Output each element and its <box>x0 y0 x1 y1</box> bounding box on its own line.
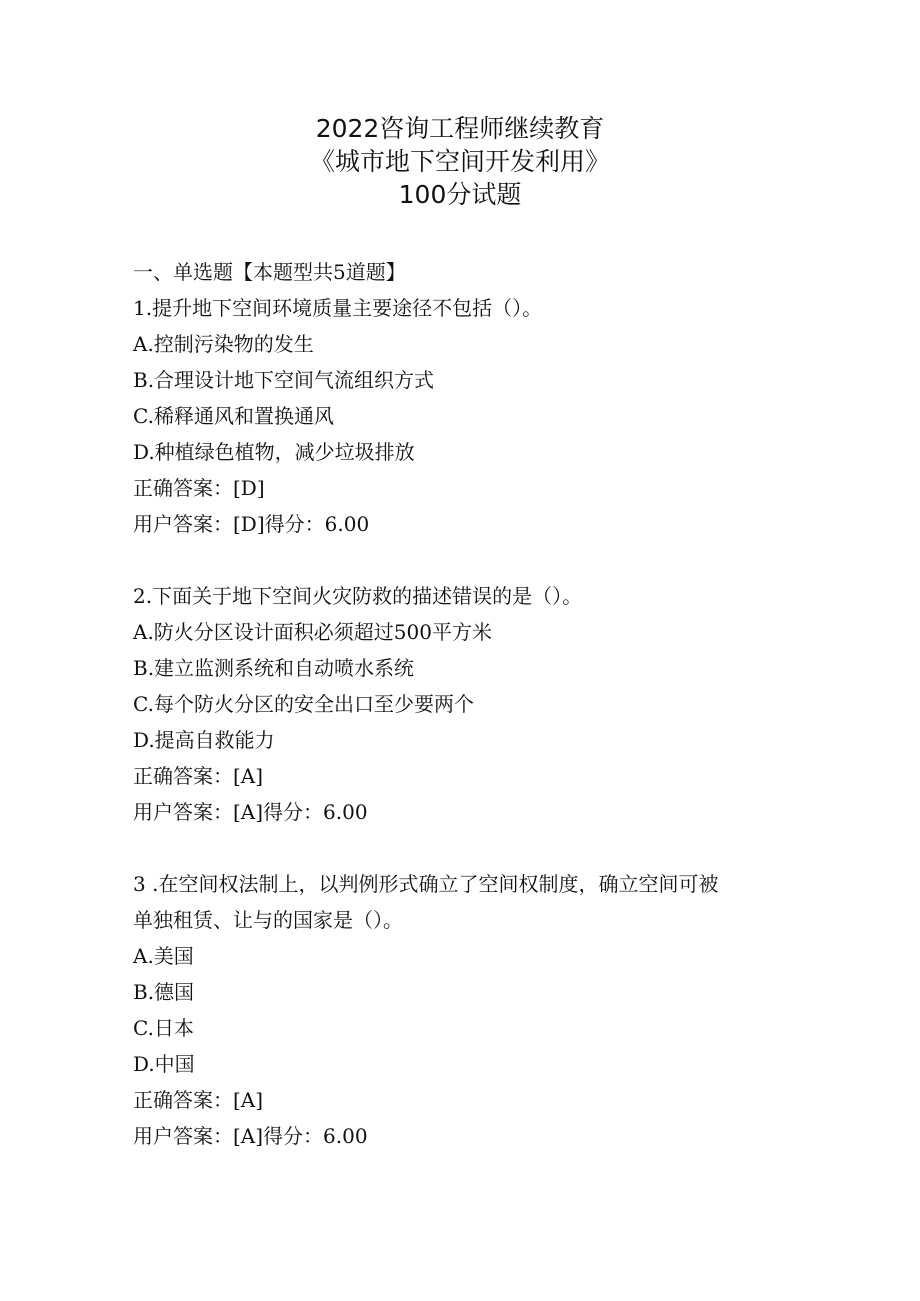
document-title <box>0 112 920 211</box>
question-stem: 1.提升地下空间环境质量主要途径不包括（）。 <box>133 296 543 320</box>
correct-answer: 正确答案：[A] <box>133 764 264 788</box>
option-b: B.建立监测系统和自动喷水系统 <box>133 656 415 680</box>
option-a: A.控制污染物的发生 <box>133 332 314 356</box>
question-stem-line-2: 单独租赁、让与的国家是（）。 <box>133 908 403 932</box>
option-c: C.日本 <box>133 1016 194 1040</box>
title-line-2: 《城市地下空间开发利用》 <box>309 147 610 176</box>
correct-answer: 正确答案：[A] <box>133 1088 264 1112</box>
question-1 <box>133 290 813 542</box>
option-d: D.提高自救能力 <box>133 728 275 752</box>
option-b: B.合理设计地下空间气流组织方式 <box>133 368 435 392</box>
document-content <box>133 254 813 1154</box>
option-d: D.种植绿色植物，减少垃圾排放 <box>133 440 415 464</box>
user-answer: 用户答案：[A]得分：6.00 <box>133 1124 368 1148</box>
option-d: D.中国 <box>133 1052 195 1076</box>
option-c: C.稀释通风和置换通风 <box>133 404 334 428</box>
user-answer: 用户答案：[D]得分：6.00 <box>133 512 370 536</box>
option-c: C.每个防火分区的安全出口至少要两个 <box>133 692 474 716</box>
user-answer: 用户答案：[A]得分：6.00 <box>133 800 368 824</box>
question-stem: 2.下面关于地下空间火灾防救的描述错误的是（）。 <box>133 584 583 608</box>
option-a: A.美国 <box>133 944 194 968</box>
title-line-1: 2022咨询工程师继续教育 <box>315 114 605 143</box>
correct-answer: 正确答案：[D] <box>133 476 265 500</box>
title-line-3: 100分试题 <box>398 180 522 209</box>
question-stem-line-1: 3 .在空间权法制上，以判例形式确立了空间权制度，确立空间可被 <box>133 872 719 896</box>
option-a: A.防火分区设计面积必须超过500平方米 <box>133 620 492 644</box>
question-2 <box>133 578 813 830</box>
question-3 <box>133 866 813 1154</box>
section-header: 一、单选题【本题型共5道题】 <box>133 260 406 284</box>
option-b: B.德国 <box>133 980 195 1004</box>
